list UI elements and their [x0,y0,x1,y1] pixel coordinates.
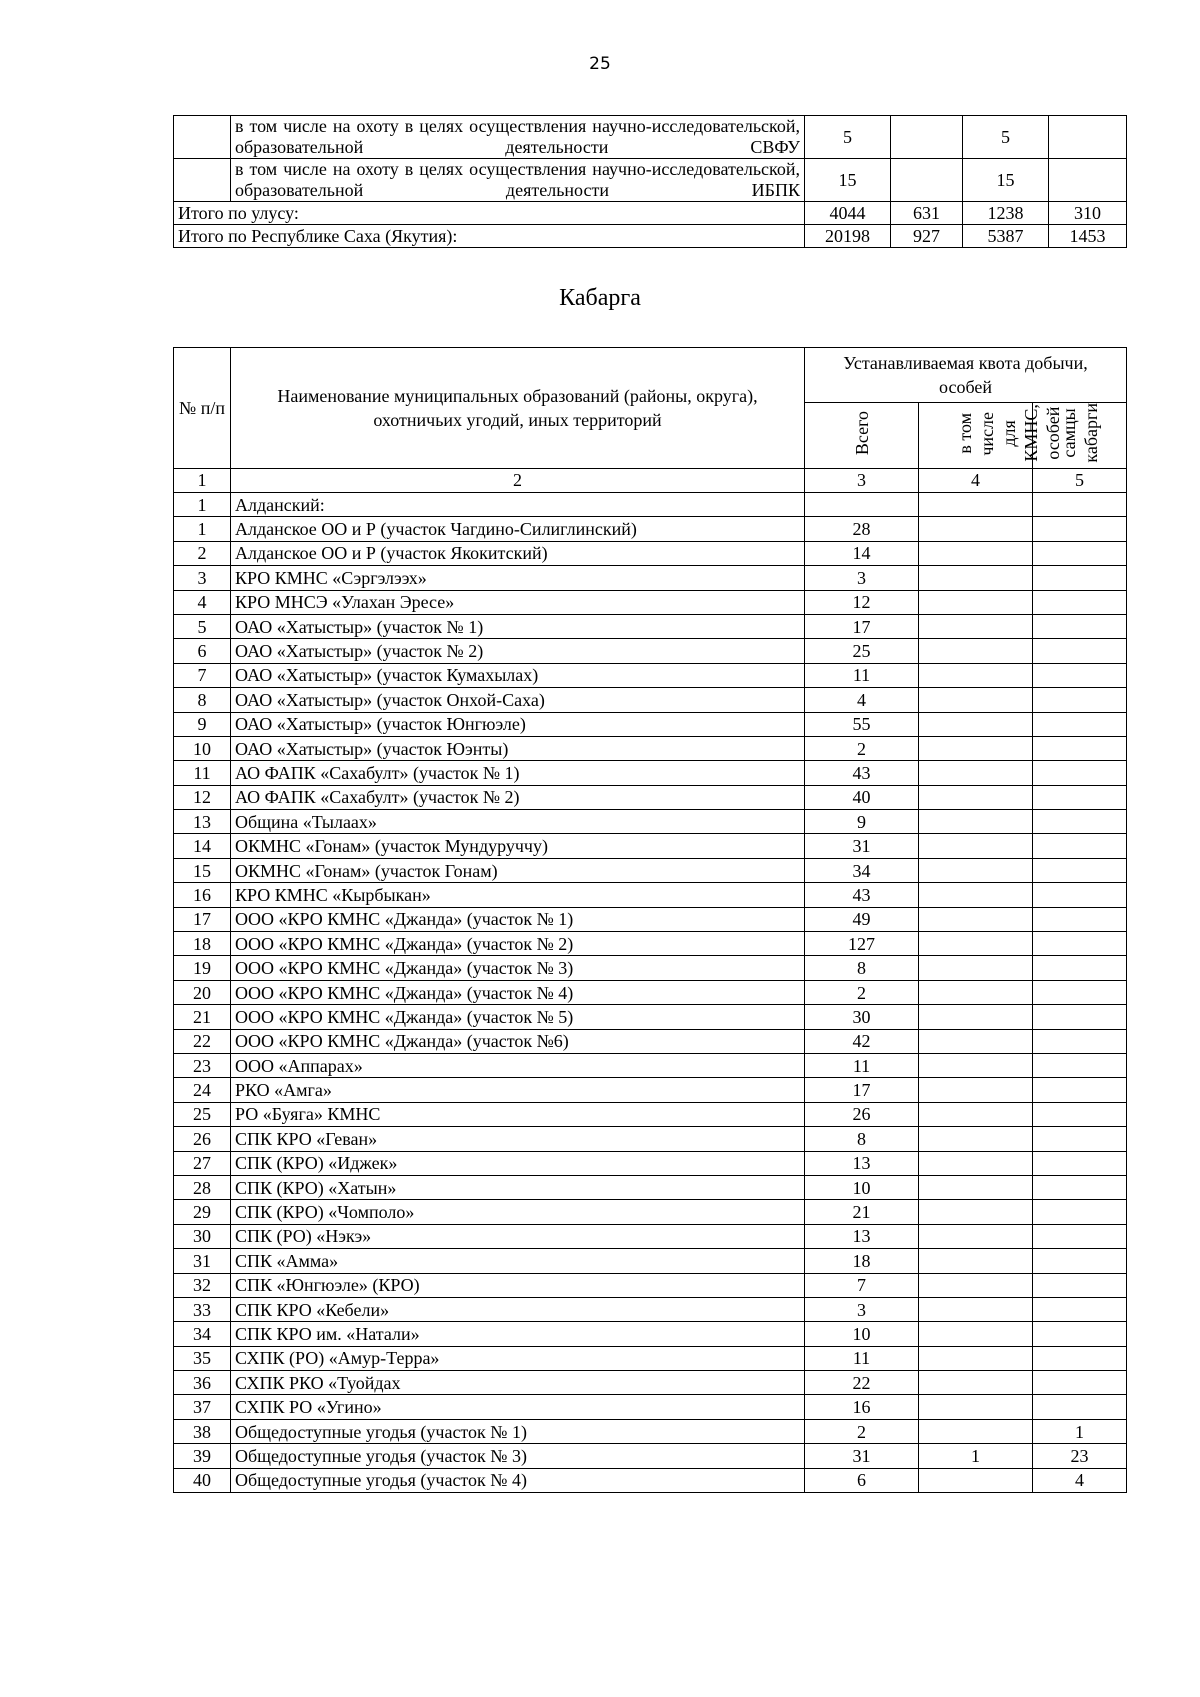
row-kmns [919,517,1033,541]
row-value [919,493,1033,517]
total-value: 20198 [805,225,891,248]
row-total: 17 [805,1078,919,1102]
row-name: СПК (КРО) «Чомполо» [231,1200,805,1224]
row-males [1033,907,1127,931]
row-num: 19 [174,956,231,980]
total-value: 631 [891,202,963,225]
row-kmns [919,1419,1033,1443]
row-kmns [919,1249,1033,1273]
row-males [1033,736,1127,760]
header-kmns: в том числе для КМНС, особей [919,403,1033,469]
row-kmns [919,785,1033,809]
table-row [174,688,1127,712]
row-num: 8 [174,688,231,712]
row-males [1033,1395,1127,1419]
table-row [174,1395,1127,1419]
row-name: ООО «Аппарах» [231,1054,805,1078]
section-title: Кабарга [559,285,641,311]
row-total: 14 [805,541,919,565]
group-row [174,493,1127,517]
table-row [174,712,1127,736]
row-males [1033,1175,1127,1199]
row-kmns [919,932,1033,956]
row-kmns [919,1175,1033,1199]
total-value: 5387 [963,225,1049,248]
row-num: 2 [174,541,231,565]
table-row [174,736,1127,760]
row-num: 7 [174,663,231,687]
row-kmns [919,1005,1033,1029]
row-num: 39 [174,1444,231,1468]
row-males [1033,566,1127,590]
row-num: 18 [174,932,231,956]
row-kmns [919,1322,1033,1346]
row-value: 5 [805,116,891,159]
row-kmns [919,810,1033,834]
total-value: 310 [1049,202,1127,225]
row-males [1033,1273,1127,1297]
row-males [1033,614,1127,638]
column-number: 2 [231,468,805,492]
row-num: 37 [174,1395,231,1419]
row-males [1033,663,1127,687]
row-males [1033,956,1127,980]
header-name: Наименование муниципальных образований (районы, округа), охотничьих угодий, иных территорий [231,348,805,469]
row-total: 9 [805,810,919,834]
table-row [174,1200,1127,1224]
row-males [1033,517,1127,541]
table-row [174,590,1127,614]
column-number: 3 [805,468,919,492]
row-total: 18 [805,1249,919,1273]
row-name: РКО «Амга» [231,1078,805,1102]
table-row [174,517,1127,541]
row-kmns [919,1224,1033,1248]
row-name: ОАО «Хатыстыр» (участок Юэнты) [231,736,805,760]
row-kmns [919,1102,1033,1126]
page-number: 25 [589,54,611,74]
row-males [1033,785,1127,809]
row-total: 43 [805,883,919,907]
row-kmns [919,1468,1033,1492]
row-num: 21 [174,1005,231,1029]
table-row [174,541,1127,565]
row-num: 25 [174,1102,231,1126]
row-num: 34 [174,1322,231,1346]
row-kmns [919,1273,1033,1297]
row-males: 1 [1033,1419,1127,1443]
row-males [1033,712,1127,736]
row-name: СПК КРО им. «Натали» [231,1322,805,1346]
column-number: 1 [174,468,231,492]
row-males [1033,1322,1127,1346]
row-name: в том числе на охоту в целях осуществления научно-исследовательской, образовательной деятельности СВФУ [231,116,805,159]
row-males [1033,858,1127,882]
total-value: 927 [891,225,963,248]
table-row [174,1102,1127,1126]
table-row [174,1346,1127,1370]
row-kmns [919,907,1033,931]
row-kmns [919,1346,1033,1370]
row-total: 34 [805,858,919,882]
row-num: 13 [174,810,231,834]
row-value [891,116,963,159]
row-total: 30 [805,1005,919,1029]
row-num: 11 [174,761,231,785]
row-num: 6 [174,639,231,663]
row-kmns [919,663,1033,687]
row-total: 17 [805,614,919,638]
row-total: 10 [805,1175,919,1199]
row-num [174,116,231,159]
row-males [1033,639,1127,663]
row-value: 5 [963,116,1049,159]
table-row [174,1029,1127,1053]
header-total: Всего [805,403,919,469]
row-total: 3 [805,566,919,590]
row-name: АО ФАПК «Сахабулт» (участок № 2) [231,785,805,809]
row-total: 31 [805,834,919,858]
row-males [1033,1249,1127,1273]
row-name: СПК КРО «Геван» [231,1127,805,1151]
row-name: СПК (РО) «Нэкэ» [231,1224,805,1248]
row-name: КРО МНСЭ «Улахан Эресе» [231,590,805,614]
row-males [1033,1127,1127,1151]
row-males [1033,1102,1127,1126]
row-num: 26 [174,1127,231,1151]
row-total: 7 [805,1273,919,1297]
row-name: СПК «Амма» [231,1249,805,1273]
row-males [1033,1346,1127,1370]
row-total: 31 [805,1444,919,1468]
row-kmns [919,980,1033,1004]
row-total: 11 [805,663,919,687]
row-total: 13 [805,1224,919,1248]
total-row [174,225,1127,248]
row-kmns [919,688,1033,712]
row-name: СПК «Юнгюэле» (КРО) [231,1273,805,1297]
row-name: ООО «КРО КМНС «Джанда» (участок № 4) [231,980,805,1004]
row-males [1033,1297,1127,1321]
table-row [174,1127,1127,1151]
row-total: 26 [805,1102,919,1126]
row-num: 35 [174,1346,231,1370]
row-total: 25 [805,639,919,663]
row-males [1033,1371,1127,1395]
group-name: Алданский: [231,493,805,517]
quota-table [173,347,1127,1493]
row-name: ООО «КРО КМНС «Джанда» (участок № 5) [231,1005,805,1029]
row-kmns [919,541,1033,565]
row-name: ООО «КРО КМНС «Джанда» (участок № 2) [231,932,805,956]
row-total: 2 [805,736,919,760]
header-males: самцы кабарги [1033,403,1127,469]
row-total: 43 [805,761,919,785]
table-row [174,1444,1127,1468]
row-kmns [919,614,1033,638]
row-kmns [919,639,1033,663]
row-name: ОКМНС «Гонам» (участок Мундуруччу) [231,834,805,858]
table-row [174,1175,1127,1199]
table-row [174,566,1127,590]
row-males [1033,883,1127,907]
row-num: 17 [174,907,231,931]
table-row [174,639,1127,663]
row-kmns [919,1297,1033,1321]
row-total: 8 [805,1127,919,1151]
row-name: СПК (КРО) «Хатын» [231,1175,805,1199]
header-quota: Устанавливаемая квота добычи, особей [805,348,1127,403]
row-num [174,159,231,202]
total-value: 1238 [963,202,1049,225]
row-num: 9 [174,712,231,736]
row-name: ОАО «Хатыстыр» (участок Юнгюэле) [231,712,805,736]
row-total: 6 [805,1468,919,1492]
table-row [174,1249,1127,1273]
table-row [174,1054,1127,1078]
table-row [174,858,1127,882]
row-total: 16 [805,1395,919,1419]
row-name: Алданское ОО и Р (участок Чагдино-Силиглинский) [231,517,805,541]
table-row [174,810,1127,834]
table-row [174,1322,1127,1346]
table-row [174,1151,1127,1175]
table-row [174,883,1127,907]
row-num: 20 [174,980,231,1004]
row-kmns [919,1029,1033,1053]
row-value [1049,159,1127,202]
table-row [174,1273,1127,1297]
row-males [1033,932,1127,956]
row-name: Общедоступные угодья (участок № 4) [231,1468,805,1492]
group-num: 1 [174,493,231,517]
table-row [174,1297,1127,1321]
row-total: 12 [805,590,919,614]
row-name: ОАО «Хатыстыр» (участок Кумахылах) [231,663,805,687]
row-num: 36 [174,1371,231,1395]
row-males [1033,1200,1127,1224]
row-total: 4 [805,688,919,712]
row-num: 15 [174,858,231,882]
row-name: Алданское ОО и Р (участок Якокитский) [231,541,805,565]
row-males [1033,1029,1127,1053]
table-row [174,907,1127,931]
row-num: 30 [174,1224,231,1248]
row-kmns [919,761,1033,785]
continuation-table [173,115,1127,248]
row-kmns [919,858,1033,882]
table-row [174,1419,1127,1443]
row-num: 22 [174,1029,231,1053]
row-total: 2 [805,1419,919,1443]
row-kmns [919,1054,1033,1078]
row-name: СХПК (РО) «Амур-Терра» [231,1346,805,1370]
row-num: 4 [174,590,231,614]
row-kmns [919,736,1033,760]
row-name: СПК КРО «Кебели» [231,1297,805,1321]
table-row [174,1078,1127,1102]
row-num: 33 [174,1297,231,1321]
row-males [1033,810,1127,834]
table-row [174,614,1127,638]
row-kmns [919,1395,1033,1419]
row-kmns [919,1371,1033,1395]
row-num: 1 [174,517,231,541]
table-row [174,663,1127,687]
row-males: 4 [1033,1468,1127,1492]
row-males [1033,1078,1127,1102]
row-kmns [919,883,1033,907]
table-row [174,834,1127,858]
total-label: Итого по Республике Саха (Якутия): [174,225,805,248]
total-value: 1453 [1049,225,1127,248]
row-total: 2 [805,980,919,1004]
row-num: 24 [174,1078,231,1102]
row-total: 40 [805,785,919,809]
row-num: 38 [174,1419,231,1443]
row-value [805,493,919,517]
row-value [1049,116,1127,159]
column-number: 4 [919,468,1033,492]
row-name: Общедоступные угодья (участок № 1) [231,1419,805,1443]
row-males [1033,688,1127,712]
row-total: 21 [805,1200,919,1224]
table-row [174,1468,1127,1492]
row-name: ООО «КРО КМНС «Джанда» (участок № 3) [231,956,805,980]
row-num: 28 [174,1175,231,1199]
row-males [1033,541,1127,565]
row-num: 5 [174,614,231,638]
header-num: № п/п [174,348,231,469]
row-total: 11 [805,1346,919,1370]
row-total: 22 [805,1371,919,1395]
table-row [174,785,1127,809]
row-num: 29 [174,1200,231,1224]
total-row [174,202,1127,225]
row-total: 49 [805,907,919,931]
row-males [1033,590,1127,614]
row-total: 28 [805,517,919,541]
row-total: 11 [805,1054,919,1078]
row-males [1033,1224,1127,1248]
row-total: 10 [805,1322,919,1346]
row-males [1033,1054,1127,1078]
row-num: 16 [174,883,231,907]
row-num: 14 [174,834,231,858]
row-value: 15 [805,159,891,202]
row-name: КРО КМНС «Сэргэлээх» [231,566,805,590]
row-name: РО «Буяга» КМНС [231,1102,805,1126]
row-name: СПК (КРО) «Иджек» [231,1151,805,1175]
row-name: СХПК РКО «Туойдах [231,1371,805,1395]
row-name: ОАО «Хатыстыр» (участок № 2) [231,639,805,663]
row-males [1033,1151,1127,1175]
row-name: ОАО «Хатыстыр» (участок № 1) [231,614,805,638]
table-row [174,116,1127,159]
row-name: СХПК РО «Угино» [231,1395,805,1419]
row-kmns [919,590,1033,614]
row-total: 3 [805,1297,919,1321]
row-kmns [919,1151,1033,1175]
table-row [174,1005,1127,1029]
row-name: АО ФАПК «Сахабулт» (участок № 1) [231,761,805,785]
total-label: Итого по улусу: [174,202,805,225]
row-males [1033,1005,1127,1029]
row-name: Общедоступные угодья (участок № 3) [231,1444,805,1468]
row-kmns [919,566,1033,590]
table-row [174,1371,1127,1395]
row-kmns [919,956,1033,980]
row-name: ООО «КРО КМНС «Джанда» (участок № 1) [231,907,805,931]
row-kmns [919,834,1033,858]
table-row [174,1224,1127,1248]
row-name: Община «Тылаах» [231,810,805,834]
row-value [891,159,963,202]
row-num: 27 [174,1151,231,1175]
row-males: 23 [1033,1444,1127,1468]
column-numbers-row [174,468,1127,492]
row-name: ОКМНС «Гонам» (участок Гонам) [231,858,805,882]
row-num: 3 [174,566,231,590]
row-total: 8 [805,956,919,980]
row-num: 32 [174,1273,231,1297]
column-number: 5 [1033,468,1127,492]
table-row [174,761,1127,785]
row-males [1033,980,1127,1004]
row-kmns [919,1127,1033,1151]
row-name: ООО «КРО КМНС «Джанда» (участок №6) [231,1029,805,1053]
row-num: 40 [174,1468,231,1492]
row-name: КРО КМНС «Кырбыкан» [231,883,805,907]
row-males [1033,834,1127,858]
row-kmns: 1 [919,1444,1033,1468]
row-kmns [919,1200,1033,1224]
table-row [174,980,1127,1004]
row-num: 10 [174,736,231,760]
row-value: 15 [963,159,1049,202]
total-value: 4044 [805,202,891,225]
table-row [174,159,1127,202]
row-num: 23 [174,1054,231,1078]
row-name: в том числе на охоту в целях осуществления научно-исследовательской, образовательной деятельности ИБПК [231,159,805,202]
row-kmns [919,1078,1033,1102]
row-total: 127 [805,932,919,956]
table-row [174,932,1127,956]
row-num: 31 [174,1249,231,1273]
row-males [1033,761,1127,785]
row-total: 55 [805,712,919,736]
row-kmns [919,712,1033,736]
row-total: 13 [805,1151,919,1175]
row-total: 42 [805,1029,919,1053]
row-num: 12 [174,785,231,809]
row-value [1033,493,1127,517]
row-name: ОАО «Хатыстыр» (участок Онхой-Саха) [231,688,805,712]
table-row [174,956,1127,980]
